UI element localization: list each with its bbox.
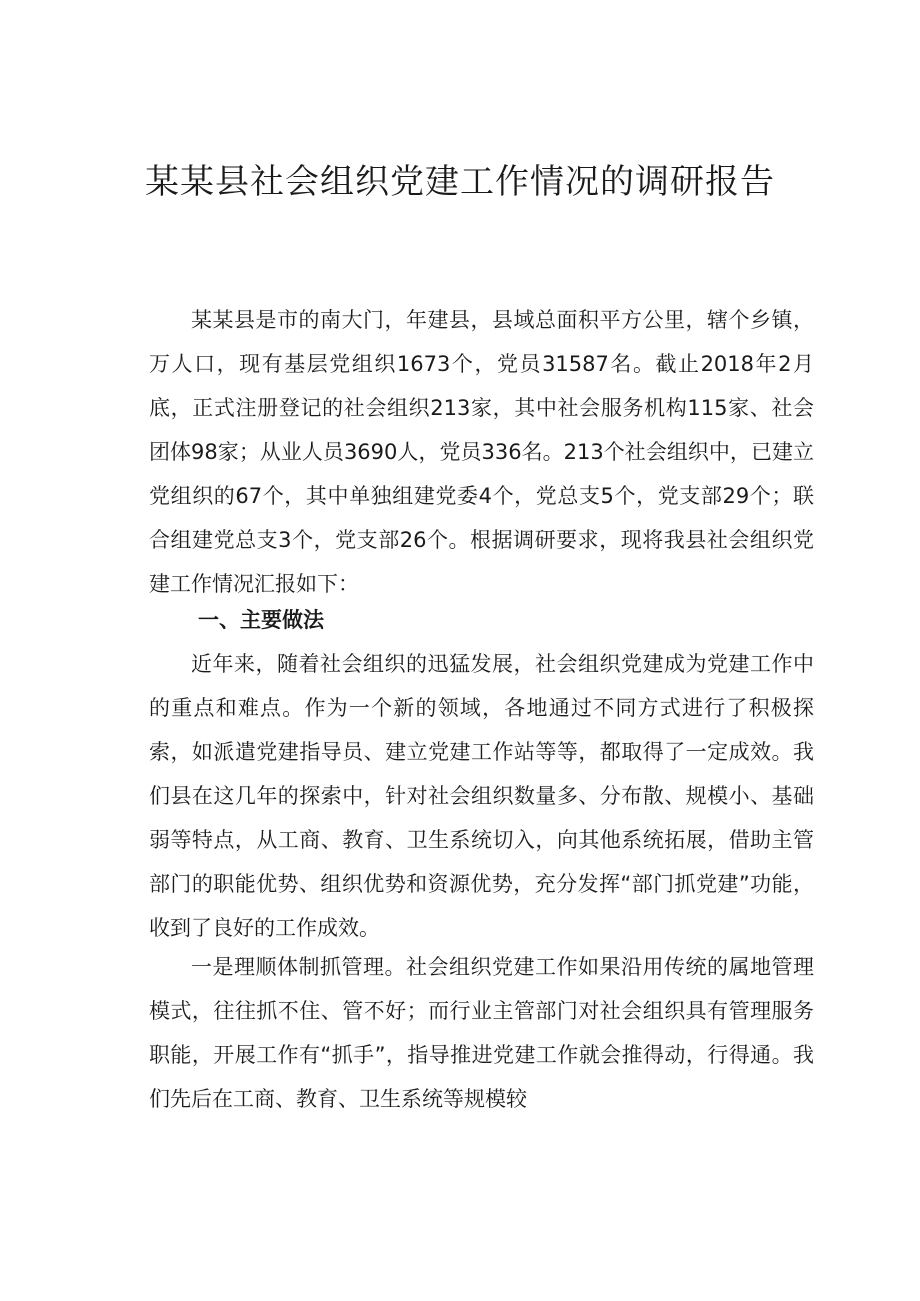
paragraph-intro: 某某县是市的南大门，年建县，县域总面积平方公里，辖个乡镇，万人口，现有基层党组织1673个，党员31587名。截止2018年2月底，正式注册登记的社会组织213家，其中社会服务机构115家、社会团体98家；从业人员3690人，党员336名。213个社会组织中，已建立党组织的67个，其中单独组建党委4个，党总支5个，党支部29个；联合组建党总支3个，党支部26个。根据调研要求，现将我县社会组织党建工作情况汇报如下：	[149, 308, 814, 596]
document-title: 某某县社会组织党建工作情况的调研报告	[145, 162, 775, 202]
section-heading-main-practices: 一、主要做法	[198, 608, 324, 632]
paragraph-block-1	[149, 298, 814, 606]
paragraph-block-2	[149, 642, 814, 950]
paragraph-recent-years: 近年来，随着社会组织的迅猛发展，社会组织党建成为党建工作中的重点和难点。作为一个新的领域，各地通过不同方式进行了积极探索，如派遣党建指导员、建立党建工作站等等，都取得了一定成效。我们县在这几年的探索中，针对社会组织数量多、分布散、规模小、基础弱等特点，从工商、教育、卫生系统切入，向其他系统拓展，借助主管部门的职能优势、组织优势和资源优势，充分发挥“部门抓党建”功能，收到了良好的工作成效。	[149, 652, 814, 940]
paragraph-block-3	[149, 945, 814, 1121]
paragraph-system-management: 一是理顺体制抓管理。社会组织党建工作如果沿用传统的属地管理模式，往往抓不住、管不好；而行业主管部门对社会组织具有管理服务职能，开展工作有“抓手”，指导推进党建工作就会推得动，行得通。我们先后在工商、教育、卫生系统等规模较	[149, 955, 814, 1111]
